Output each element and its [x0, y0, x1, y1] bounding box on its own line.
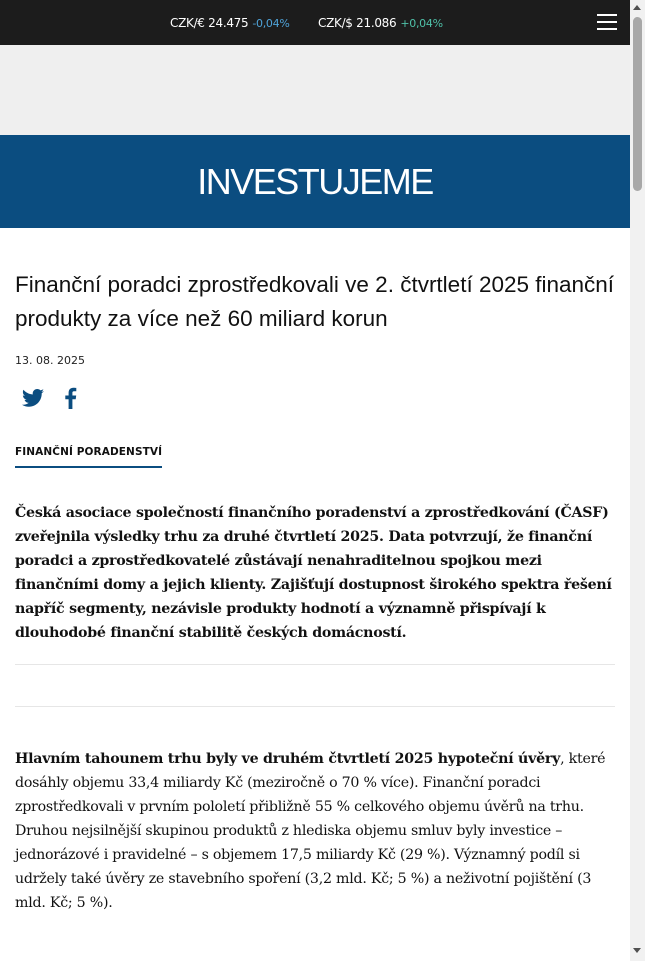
article-body-paragraph — [15, 747, 615, 915]
ticker-change: -0,04% — [252, 17, 290, 30]
site-header — [0, 135, 630, 228]
category-tag[interactable]: FINANČNÍ PORADENSTVÍ — [15, 446, 162, 468]
scroll-up-arrow-icon[interactable] — [633, 5, 641, 10]
twitter-icon[interactable] — [21, 386, 45, 410]
facebook-icon[interactable] — [59, 386, 83, 410]
currency-ticker-bar — [0, 0, 630, 45]
ticker-item-usd[interactable] — [318, 15, 443, 32]
scrollbar[interactable] — [630, 0, 645, 961]
hamburger-menu-icon[interactable] — [597, 14, 617, 31]
ticker-pair-label: CZK/€ 24.475 — [170, 16, 249, 30]
body-text: , které dosáhly objemu 33,4 miliardy Kč (meziročně o 70 % více). Finanční poradci zprostředkovali v prvním pololetí přibližně 55 % celkového objemu úvěrů na trhu. Druhou nejsilnější skupinou produktů z hlediska objemu smluv byly investice – jednorázové i pravidelné – s objemem 17,5 miliardy Kč (29 %). Významný podíl si udržely také úvěry ze stavebního spoření (3,2 mld. Kč; 5 %) a neživotní pojištění (3 mld. Kč; 5 %). — [15, 751, 606, 911]
scrollbar-thumb[interactable] — [633, 17, 642, 191]
divider — [15, 706, 615, 707]
scroll-down-arrow-icon[interactable] — [633, 948, 641, 953]
ticker-change: +0,04% — [400, 17, 443, 30]
ticker-pair-label: CZK/$ 21.086 — [318, 16, 397, 30]
divider — [15, 664, 615, 665]
ad-banner-placeholder — [0, 45, 630, 135]
article-lead: Česká asociace společností finančního poradenství a zprostředkování (ČASF) zveřejnila výsledky trhu za druhé čtvrtletí 2025. Data potvrzují, že finanční poradci a zprostředkovatelé zůstávají nenahraditelnou spojkou mezi finančními domy a jejich klienty. Zajišťují dostupnost širokého spektra řešení napříč segmenty, nezávisle produkty hodnotí a významně přispívají k dlouhodobé finanční stabilitě českých domácností. — [15, 505, 612, 641]
body-highlight: Hlavním tahounem trhu byly ve druhém čtvrtletí 2025 hypoteční úvěry — [15, 751, 561, 767]
article-title: Finanční poradci zprostředkovali ve 2. čtvrtletí 2025 finanční produkty za více než 60 miliard korun — [15, 272, 615, 331]
site-logo[interactable]: INVESTUJEME — [197, 161, 433, 202]
article-date: 13. 08. 2025 — [15, 354, 85, 367]
ticker-item-eur[interactable] — [170, 15, 289, 32]
